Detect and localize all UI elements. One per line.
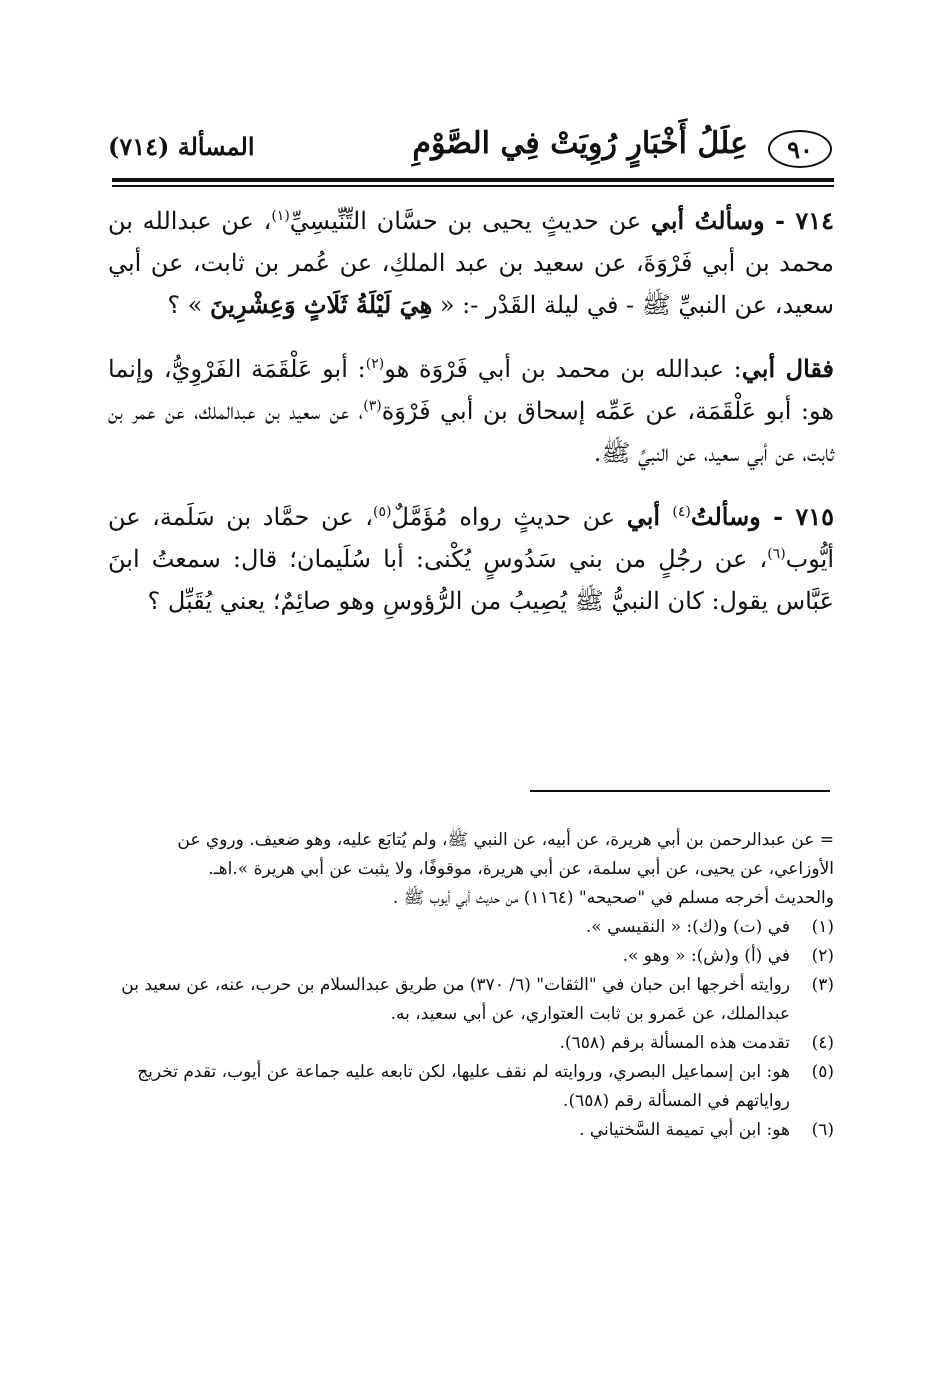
footnote-text: روايته أخرجها ابن حبان في "الثقات" (٦/ ٣٧٠) من طريق عبدالسلام بن حرب، عنه، عن سعيد بن عبدالملك، عن عَمرو بن ثابت العتواري، عن أبي سعيد، به.: [121, 975, 790, 1024]
footnote-number: (٤): [811, 1033, 834, 1053]
footnote-text: تقدمت هذه المسألة برقم (٦٥٨).: [559, 1033, 790, 1053]
footnote-ref: (١): [271, 208, 290, 224]
issue-lead-2: أبي: [626, 502, 673, 531]
footnote-number: (٥): [811, 1062, 834, 1082]
footnote-ref: (٦): [767, 546, 786, 562]
main-text: [108, 200, 834, 644]
paragraph-714: [108, 200, 834, 326]
issue-lead: ٧١٤ - وسألتُ أبي: [650, 206, 834, 235]
footnote-text: في (ت) و(ك): « النقيسي ».: [585, 917, 790, 937]
page-number: ٩٠: [768, 130, 832, 168]
page-header: [108, 118, 832, 178]
paragraph-text: ، عن حمَّاد بن سَلَمة، عن أيُّوب: [108, 503, 834, 573]
book-title: عِلَلُ أَخْبَارٍ رُوِيَتْ فِي الصَّوْمِ: [412, 126, 748, 161]
footnote-ref: (٤): [672, 504, 691, 520]
paragraph-text: : عبدالله بن محمد بن أبي فَرْوَة هو: [384, 355, 742, 383]
footnote-continuation: = عن عبدالرحمن بن أبي هريرة، عن أبيه، عن النبي ﷺ، ولم يُتابَع عليه، وهو ضعيف. وروي عن الأوزاعي، عن يحيى، عن أبي سلمة، عن أبي هريرة، موقوفًا، ولا يثبت عن أبي هريرة ».اهـ.: [177, 830, 834, 879]
footnote: [108, 1116, 834, 1145]
hadith-quote: هِيَ لَيْلَةُ ثَلَاثٍ وَعِشْرِينَ: [210, 290, 433, 319]
footnote-ref: (٣): [363, 398, 382, 414]
paragraph-answer: [108, 348, 834, 474]
footnote-text: هو: ابن أبي تميمة السَّختياني .: [579, 1120, 790, 1140]
footnote: [108, 1058, 834, 1116]
header-rule-thin: [112, 185, 834, 187]
paragraph-text: ، عن عبدالله بن محمد بن أبي فَرْوَةَ، عن سعيد بن عبد الملكِ، عن عُمر بن ثابت، عن أبي سعيد، عن النبيِّ ﷺ - في ليلة القَدْر -: «: [108, 207, 834, 319]
paragraph-text: ، عن سعيد بن عبدالملك، عن عمر بن ثابت، عن أبي سعيد، عن النبيِّ ﷺ.: [108, 397, 834, 467]
footnote: [108, 913, 834, 942]
issue-lead: ٧١٥ - وسألتُ: [690, 502, 834, 531]
paragraph-text: عن حديثٍ يحيى بن حسَّان التِّنِّيسِيِّ: [289, 207, 651, 235]
paragraph-715: [108, 496, 834, 622]
paragraph-text: » ؟: [167, 291, 211, 319]
footnote-number: (٦): [811, 1120, 834, 1140]
paragraph-text: ، عن رجُلٍ من بني سَدُوسٍ يُكْنى: أبا سُلَيمان؛ قال: سمعتُ ابنَ عَبَّاس يقول: كان النبيُّ ﷺ يُصِيبُ من الرُّؤوسِ وهو صائِمٌ؛ يعني يُقَبِّل ؟: [108, 545, 834, 615]
footnote-ref: (٥): [373, 504, 392, 520]
footnote-number: (٢): [811, 946, 834, 966]
footnote-number: (١): [811, 917, 834, 937]
footnote-ref: (٢): [365, 356, 385, 372]
footnote: [108, 1029, 834, 1058]
footnote-separator: [530, 790, 830, 792]
footnote-continuation: والحديث أخرجه مسلم في "صحيحه" (١١٦٤) من حديث أبي أيوب ﷺ .: [392, 888, 834, 908]
footnote-text: في (أ) و(ش): « وهو ».: [622, 946, 790, 966]
issue-label: المسألة (٧١٤): [108, 132, 255, 161]
paragraph-text: عن حديثٍ رواه مُؤَمَّلٌ: [391, 503, 627, 531]
paragraph-text: : أبو عَلْقَمَة الفَرْوِيُّ، وإنما هو: أبو عَلْقَمَة، عن عَمِّه إسحاق بن أبي فَرْوَة: [108, 355, 834, 425]
footnote-text: هو: ابن إسماعيل البصري، وروايته لم نقف عليها، لكن تابعه عليه جماعة عن أيوب، تقدم تخريج رواياتهم في المسألة رقم (٦٥٨).: [137, 1062, 790, 1111]
header-rule-thick: [112, 178, 834, 182]
answer-lead: فقال أبي: [741, 354, 835, 383]
footnote-number: (٣): [811, 975, 834, 995]
footnote: [108, 942, 834, 971]
footnotes: [108, 826, 834, 1145]
footnote: [108, 971, 834, 1029]
